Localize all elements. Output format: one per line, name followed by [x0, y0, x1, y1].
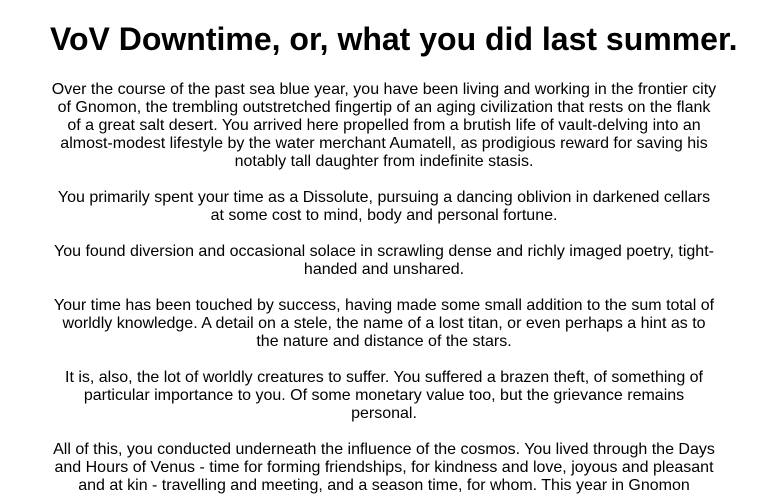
paragraph-poetry: You found diversion and occasional solace in scrawling dense and richly imaged poetry, tight-handed and unshared.	[54, 243, 714, 278]
paragraph-arrival: Over the course of the past sea blue year, you have been living and working in the frontier city of Gnomon, the trembling outstretched fingertip of an aging civilization that rests on the flank of a great salt desert. You arrived here propelled from a brutish life of vault-delving into an almost-modest lifestyle by the water merchant Aumatell, as prodigious reward for saving his notably tall daughter from indefinite stasis.	[51, 81, 717, 170]
paragraph-suffering: It is, also, the lot of worldly creatures to suffer. You suffered a brazen theft, of something of particular importance to you. Of some monetary value too, but the grievance remains personal.	[65, 369, 703, 422]
page-title: VoV Downtime, or, what you did last summer.	[50, 21, 738, 57]
paragraph-dissolute: You primarily spent your time as a Dissolute, pursuing a dancing oblivion in darkened cellars at some cost to mind, body and personal fortune.	[57, 189, 711, 224]
document-page	[0, 20, 768, 500]
paragraph-cosmos: All of this, you conducted underneath the influence of the cosmos. You lived through the Days and Hours of Venus - time for forming friendships, for kindness and love, joyous and pleasant and at kin - travelling and meeting, and a season time, for whom. This year in Gnomon	[53, 441, 715, 494]
paragraph-success: Your time has been touched by success, having made some small addition to the sum total of worldly knowledge. A detail on a stele, the name of a lost titan, or even perhaps a hint as to the nature and distance of the stars.	[53, 297, 715, 350]
